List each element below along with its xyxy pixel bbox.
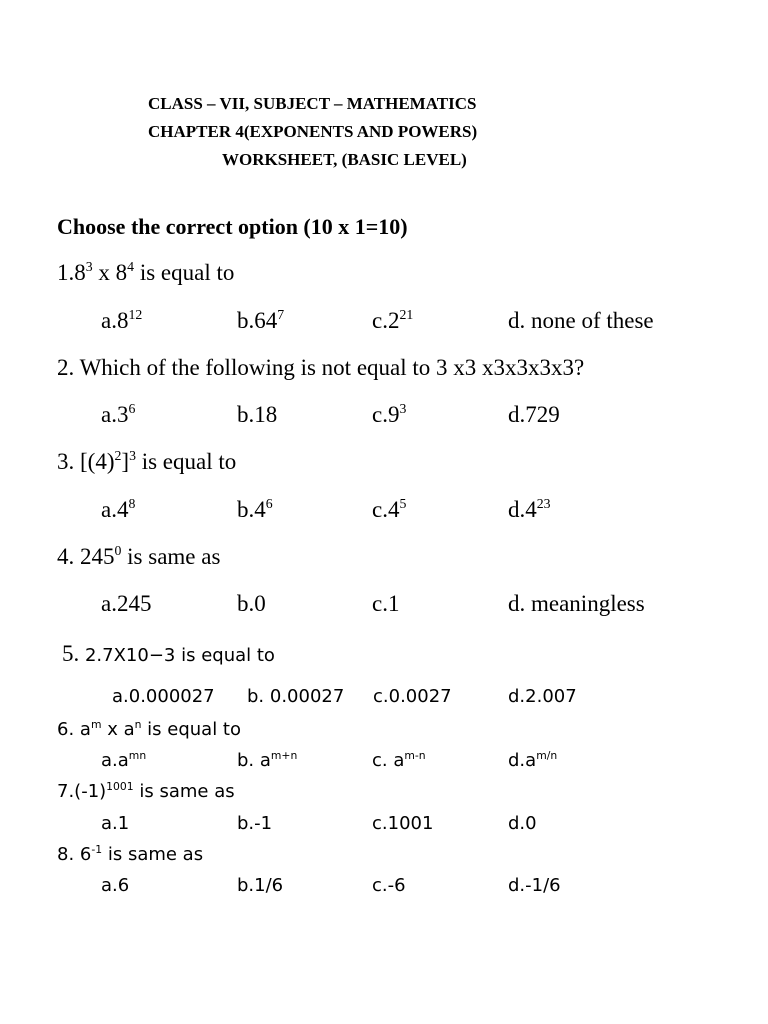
question-6 (57, 719, 241, 740)
q4-option-a[interactable] (101, 591, 151, 617)
q4-exponent: 0 (114, 543, 122, 559)
q8-exponent: -1 (91, 842, 103, 856)
option-label: b. 0.00027 (247, 686, 345, 707)
option-label: a.1 (101, 813, 130, 834)
q6-text-part: is equal to (141, 719, 242, 740)
q1-option-c[interactable] (372, 308, 413, 334)
q2-option-c[interactable] (372, 402, 406, 428)
q6-text-part: x a (101, 719, 135, 740)
option-label: a.0.000027 (112, 686, 215, 707)
header-class-subject: CLASS – VII, SUBJECT – MATHEMATICS (148, 94, 477, 113)
q1-option-d[interactable] (508, 308, 654, 334)
option-label: b.64 (237, 308, 278, 333)
q6-option-c[interactable] (372, 750, 426, 771)
q5-options (0, 686, 768, 716)
q3-option-c[interactable] (372, 497, 406, 523)
q7-option-d[interactable] (508, 813, 537, 834)
header-chapter: CHAPTER 4(EXPONENTS AND POWERS) (148, 122, 478, 141)
q4-option-b[interactable] (237, 591, 266, 617)
option-exponent: 12 (128, 307, 143, 323)
option-label: d.0 (508, 813, 537, 834)
q7-option-c[interactable] (372, 813, 433, 834)
q7-option-a[interactable] (101, 813, 129, 834)
option-label: a.4 (101, 497, 129, 522)
q3-text-part: is equal to (135, 449, 237, 474)
q3-text-part: 3. [(4) (57, 449, 115, 474)
q6-option-a[interactable] (101, 750, 146, 771)
option-label: a.a (101, 750, 129, 771)
option-label: b. a (237, 750, 271, 771)
q5-option-c[interactable] (373, 686, 452, 707)
q2-option-b[interactable] (237, 402, 277, 428)
option-label: d.729 (508, 402, 560, 427)
option-exponent: 6 (128, 401, 136, 417)
option-label: c.9 (372, 402, 400, 427)
q6-text-part: 6. a (57, 719, 91, 740)
option-label: c.2 (372, 308, 400, 333)
question-8 (57, 844, 203, 865)
option-exponent: 5 (399, 496, 407, 512)
option-label: b.18 (237, 402, 278, 427)
option-label: c.1001 (372, 813, 434, 834)
option-label: a.245 (101, 591, 152, 616)
q5-option-b[interactable] (247, 686, 344, 707)
q4-option-c[interactable] (372, 591, 399, 617)
question-4 (57, 544, 220, 570)
q2-option-d[interactable] (508, 402, 560, 428)
q3-exponent: 2 (114, 448, 122, 464)
option-label: c.4 (372, 497, 400, 522)
q8-options (0, 875, 768, 905)
option-label: c.0.0027 (373, 686, 452, 707)
q5-exponent: −3 (148, 645, 176, 666)
question-7 (57, 781, 235, 802)
option-exponent: m/n (536, 748, 558, 762)
q1-text-part: is equal to (134, 260, 235, 285)
q4-text-part: 4. 245 (57, 544, 115, 569)
q2-option-a[interactable] (101, 402, 135, 428)
q4-text-part: is same as (121, 544, 221, 569)
option-exponent: 6 (265, 496, 273, 512)
option-label: c. a (372, 750, 405, 771)
option-label: d.2.007 (508, 686, 577, 707)
option-label: d. none of these (508, 308, 654, 333)
option-exponent: 7 (277, 307, 285, 323)
q6-options (0, 750, 768, 780)
q6-option-b[interactable] (237, 750, 297, 771)
option-exponent: 8 (128, 496, 136, 512)
option-label: a.8 (101, 308, 129, 333)
q5-text-part: 2.7X10 (79, 645, 149, 666)
q7-text-part: is same as (133, 781, 235, 802)
option-exponent: 23 (536, 496, 551, 512)
q8-option-b[interactable] (237, 875, 283, 896)
option-exponent: 21 (399, 307, 414, 323)
option-label: b.4 (237, 497, 266, 522)
option-label: d.4 (508, 497, 537, 522)
option-label: c.-6 (372, 875, 406, 896)
option-exponent: m+n (270, 748, 298, 762)
q3-exponent: 3 (129, 448, 136, 464)
option-label: d.a (508, 750, 537, 771)
q7-text-part: 7.(-1) (57, 781, 107, 802)
q5-option-d[interactable] (508, 686, 577, 707)
q3-options (0, 497, 768, 527)
q4-option-d[interactable] (508, 591, 645, 617)
worksheet-header (148, 90, 477, 174)
q3-text-part: ] (121, 449, 130, 474)
q5-text-part: is equal to (175, 645, 275, 666)
option-exponent: m-n (404, 748, 426, 762)
q6-exponent: n (134, 717, 142, 731)
q5-option-a[interactable] (112, 686, 215, 707)
header-worksheet-level: WORKSHEET, (BASIC LEVEL) (222, 150, 467, 169)
q8-text-part: 8. 6 (57, 844, 92, 865)
q8-option-d[interactable] (508, 875, 561, 896)
q6-exponent: m (90, 717, 102, 731)
option-label: b.0 (237, 591, 266, 616)
option-label: a.6 (101, 875, 130, 896)
q1-text-part: x 8 (92, 260, 128, 285)
q3-option-a[interactable] (101, 497, 135, 523)
q2-options (0, 402, 768, 432)
q4-options (0, 591, 768, 621)
option-label: a.3 (101, 402, 129, 427)
q5-number: 5. (62, 641, 80, 666)
q8-text-part: is same as (102, 844, 204, 865)
option-label: c.1 (372, 591, 400, 616)
option-label: b.-1 (237, 813, 273, 834)
question-2 (57, 355, 584, 381)
section-title: Choose the correct option (10 x 1=10) (57, 214, 408, 239)
option-exponent: 3 (399, 401, 407, 417)
option-exponent: mn (128, 748, 147, 762)
q7-exponent: 1001 (106, 779, 134, 793)
question-1 (57, 260, 234, 286)
q1-option-b[interactable] (237, 308, 284, 334)
q7-options (0, 813, 768, 843)
option-label: d. meaningless (508, 591, 645, 616)
q1-text-part: 1.8 (57, 260, 86, 285)
q8-option-c[interactable] (372, 875, 406, 896)
q2-text: 2. Which of the following is not equal to 3 x3 x3x3x3x3? (57, 355, 585, 380)
q1-exponent: 4 (127, 259, 135, 275)
q6-option-d[interactable] (508, 750, 557, 771)
q7-option-b[interactable] (237, 813, 272, 834)
question-5 (62, 641, 275, 667)
q1-option-a[interactable] (101, 308, 142, 334)
q8-option-a[interactable] (101, 875, 129, 896)
question-3 (57, 449, 236, 475)
q3-option-d[interactable] (508, 497, 551, 523)
q1-options (0, 308, 768, 338)
q1-exponent: 3 (85, 259, 93, 275)
option-label: b.1/6 (237, 875, 284, 896)
q3-option-b[interactable] (237, 497, 273, 523)
option-label: d.-1/6 (508, 875, 561, 896)
